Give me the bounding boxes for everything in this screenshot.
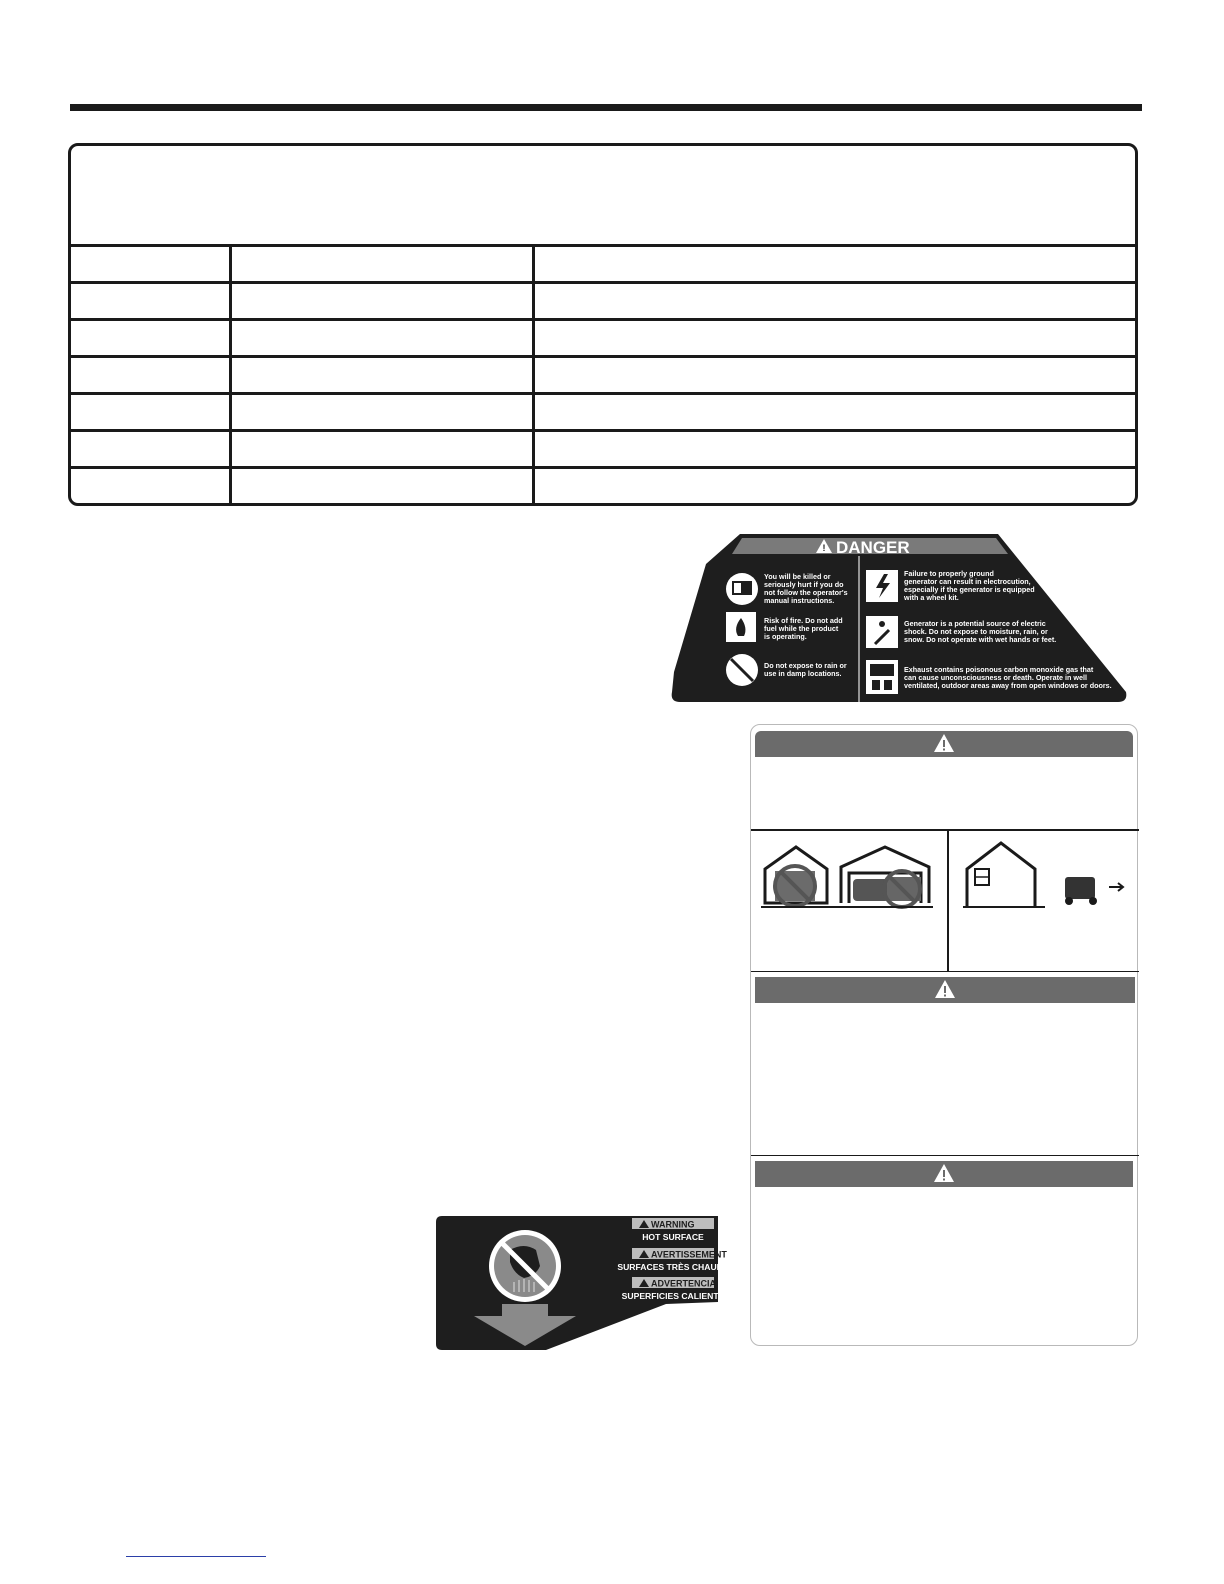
danger-warning-text: seriously hurt if you do: [764, 580, 844, 589]
danger-warning-text: shock. Do not expose to moisture, rain, or: [904, 627, 1048, 636]
exhaust-gas-icon: [866, 660, 898, 694]
danger-warning-text: snow. Do not operate with wet hands or feet.: [904, 635, 1057, 644]
warning-icon: [933, 977, 957, 1001]
hot-surface-header: WARNING: [651, 1219, 695, 1230]
danger-warning-text: Do not expose to rain or: [764, 661, 847, 670]
danger-warning-text: generator can result in electrocution,: [904, 577, 1031, 586]
hot-surface-subtext: SURFACES TRÈS CHAUDE: [617, 1262, 729, 1272]
electric-shock-icon: [866, 616, 898, 648]
danger-warning-text: with a wheel kit.: [904, 593, 959, 602]
hot-surface-subtext: SUPERFICIES CALIENTE: [621, 1291, 725, 1301]
table-row: [71, 321, 1135, 358]
hot-surface-header: ADVERTENCIA: [651, 1278, 717, 1289]
hot-surface-decal: [436, 1216, 729, 1350]
danger-warning-text: especially if the generator is equipped: [904, 585, 1035, 594]
table-header: [71, 146, 1135, 247]
table-row: [71, 469, 1135, 506]
table-row: [71, 247, 1135, 284]
danger-warning-text: You will be killed or: [764, 572, 831, 581]
no-rain-icon: [726, 654, 758, 686]
outdoor-use-illustration: [961, 833, 1133, 918]
danger-warning-text: use in damp locations.: [764, 669, 842, 678]
danger-warning-text: not follow the operator's: [764, 588, 848, 597]
footer-underline: [126, 1556, 266, 1557]
fire-icon: [726, 612, 756, 642]
warning-bar-3: [755, 1161, 1133, 1187]
table-row: [71, 432, 1135, 469]
danger-warning-text: fuel while the product: [764, 624, 839, 633]
warning-panel: [750, 724, 1138, 1346]
danger-warning-text: Generator is a potential source of electric: [904, 619, 1046, 628]
danger-warning-text: manual instructions.: [764, 596, 835, 605]
hot-surface-subtext: HOT SURFACE: [642, 1232, 704, 1242]
read-manual-icon: [726, 573, 758, 605]
danger-warning-text: ventilated, outdoor areas away from open windows or doors.: [904, 681, 1112, 690]
danger-warning-text: Exhaust contains poisonous carbon monoxide gas that: [904, 665, 1094, 674]
table-row: [71, 395, 1135, 432]
warning-bar-2: [755, 977, 1135, 1003]
warning-icon: [932, 1161, 956, 1185]
table-row: [71, 284, 1135, 321]
no-touch-icon: [489, 1230, 561, 1302]
table-row: [71, 358, 1135, 395]
danger-header: DANGER: [836, 538, 910, 557]
no-indoor-use-illustration: [761, 843, 933, 918]
warning-icon: [932, 731, 956, 755]
danger-decal: [670, 532, 1128, 704]
electrocution-icon: [866, 570, 898, 602]
danger-warning-text: is operating.: [764, 632, 807, 641]
danger-warning-text: Risk of fire. Do not add: [764, 616, 843, 625]
warning-bar-1: [755, 731, 1133, 757]
hot-surface-header: AVERTISSEMENT: [651, 1249, 727, 1260]
top-rule: [70, 104, 1142, 111]
danger-warning-text: can cause unconsciousness or death. Operate in well: [904, 673, 1087, 682]
specifications-table: [68, 143, 1138, 506]
svg-text:!: !: [822, 543, 826, 553]
danger-warning-text: Failure to properly ground: [904, 569, 994, 578]
